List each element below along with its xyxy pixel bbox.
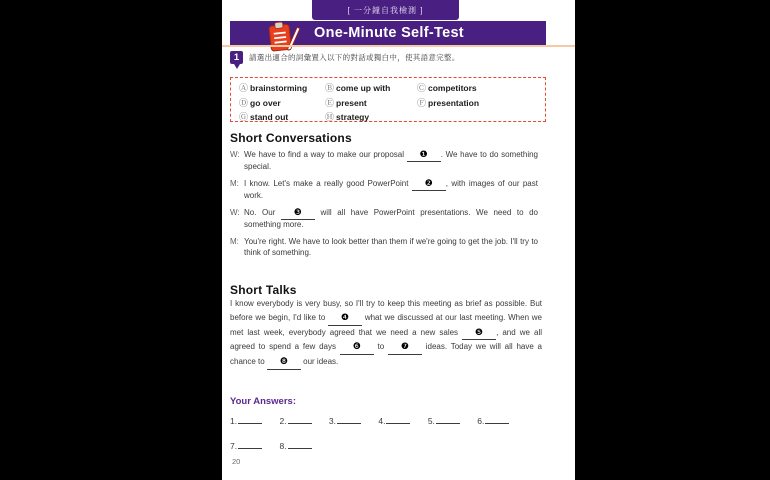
short-talks-paragraph: I know everybody is very busy, so I'll try to keep this meeting as brief as possible. But before we begin, I'd like to ❹ what we discussed at our last meeting. When we met last week, everybody agreed that we need a new sales ❺ , and we all agreed to spend a few days ❻ to ❼ ideas. Today we will all have a chance to ❽ our ideas. <box>230 297 542 370</box>
fill-in-blank-2 <box>412 179 446 191</box>
dialogue-text: I know. Let's make a really good PowerPoint ❷ , with images of our past work. <box>244 179 538 200</box>
exercise-number-badge: 1 <box>230 51 243 64</box>
dialogue-text: No. Our ❸ will all have PowerPoint presentations. We need to do something more. <box>244 208 539 229</box>
answer-blank-line <box>238 439 262 449</box>
answer-blank-line <box>436 414 460 424</box>
letterbox-right <box>575 0 770 480</box>
option-letter: Ⓐ <box>239 84 249 94</box>
header-tab <box>312 0 459 20</box>
dialogue-turn <box>230 237 538 258</box>
answers-area <box>230 411 530 461</box>
word-bank-box <box>230 77 546 122</box>
fill-in-blank-6 <box>340 340 374 355</box>
answers-row <box>230 436 530 454</box>
answer-slot-8 <box>279 439 324 451</box>
dialogue-text: You're right. We have to look better than them if we're going to get the job. I'll try to think of something. <box>244 237 538 257</box>
blank-number: ❼ <box>400 342 409 353</box>
option-letter: Ⓑ <box>325 84 335 94</box>
answer-slot-1 <box>230 414 275 426</box>
answers-row <box>230 411 530 429</box>
fill-in-blank-5 <box>462 326 496 341</box>
blank-number: ❷ <box>424 179 433 189</box>
accent-underline <box>222 45 575 47</box>
option-letter: Ⓓ <box>239 98 249 109</box>
answer-number: 8. <box>279 441 287 451</box>
word-bank-item <box>325 111 417 124</box>
answer-number: 6. <box>477 416 485 426</box>
speaker-label: W: <box>230 150 240 159</box>
word-bank-item <box>325 82 417 95</box>
option-word: strategy <box>336 112 370 122</box>
answer-number: 7. <box>230 441 238 451</box>
answer-blank-line <box>485 414 509 424</box>
option-word: present <box>336 97 367 108</box>
answer-number: 3. <box>328 416 336 426</box>
dialogue-turn <box>230 150 538 172</box>
answer-number: 1. <box>230 416 238 426</box>
answer-slot-2 <box>279 414 324 426</box>
short-talks-heading: Short Talks <box>230 283 297 297</box>
answer-blank-line <box>288 414 312 424</box>
word-bank-item <box>239 97 325 110</box>
exercise-instruction-row <box>230 51 546 65</box>
answer-blank-line <box>386 414 410 424</box>
short-conversations-heading: Short Conversations <box>230 131 352 145</box>
blank-number: ❸ <box>293 208 302 218</box>
exercise-instruction: 請選出適合的詞彙置入以下的對話或獨白中，使其語意完整。 <box>249 53 460 62</box>
fill-in-blank-7 <box>388 340 422 355</box>
answer-blank-line <box>288 439 312 449</box>
fill-in-blank-1 <box>407 150 441 162</box>
fill-in-blank-3 <box>281 208 315 220</box>
option-word: stand out <box>250 112 289 122</box>
blank-number: ❶ <box>419 150 428 160</box>
option-word: presentation <box>428 97 480 108</box>
word-bank-item <box>417 97 545 110</box>
header-tab-label: [ 一分鐘自我檢測 ] <box>347 6 424 15</box>
option-letter: Ⓗ <box>325 113 335 123</box>
page-title: One-Minute Self-Test <box>314 25 464 41</box>
word-bank-item <box>239 111 325 124</box>
option-word: brainstorming <box>250 83 308 93</box>
answer-blank-line <box>238 414 262 424</box>
answer-slot-5 <box>428 414 473 426</box>
blank-number: ❽ <box>279 357 288 368</box>
option-letter: Ⓔ <box>325 98 335 109</box>
speaker-label: W: <box>230 208 240 217</box>
option-letter: Ⓒ <box>417 84 427 94</box>
option-word: go over <box>250 97 281 108</box>
dialogue-turn <box>230 179 538 201</box>
answer-number: 5. <box>427 416 435 426</box>
word-bank-item <box>239 82 325 95</box>
answer-blank-line <box>337 414 361 424</box>
option-word: come up with <box>336 83 391 93</box>
dialogue-turn <box>230 208 538 230</box>
answer-slot-3 <box>329 414 374 426</box>
option-letter: Ⓖ <box>239 113 249 123</box>
option-letter: Ⓕ <box>417 98 427 109</box>
fill-in-blank-8 <box>267 355 301 370</box>
letterbox-left <box>0 0 222 480</box>
your-answers-heading: Your Answers: <box>230 396 296 407</box>
answer-slot-4 <box>378 414 423 426</box>
fill-in-blank-4 <box>328 311 362 326</box>
answer-number: 2. <box>279 416 287 426</box>
answer-number: 4. <box>378 416 386 426</box>
word-bank-item <box>325 97 417 110</box>
answer-slot-7 <box>230 439 275 451</box>
clipboard-pencil-icon <box>261 19 304 53</box>
book-page <box>222 0 575 480</box>
short-conversations-body <box>230 150 538 265</box>
speaker-label: M: <box>230 179 239 188</box>
blank-number: ❹ <box>341 312 350 323</box>
page-number: 20 <box>232 457 241 466</box>
word-bank-item <box>417 82 545 95</box>
speaker-label: M: <box>230 237 239 246</box>
option-word: competitors <box>428 83 477 93</box>
blank-number: ❻ <box>352 342 361 353</box>
dialogue-text: We have to find a way to make our proposal ❶ . We have to do something special. <box>244 150 538 171</box>
blank-number: ❺ <box>475 327 484 338</box>
answer-slot-6 <box>477 414 522 426</box>
